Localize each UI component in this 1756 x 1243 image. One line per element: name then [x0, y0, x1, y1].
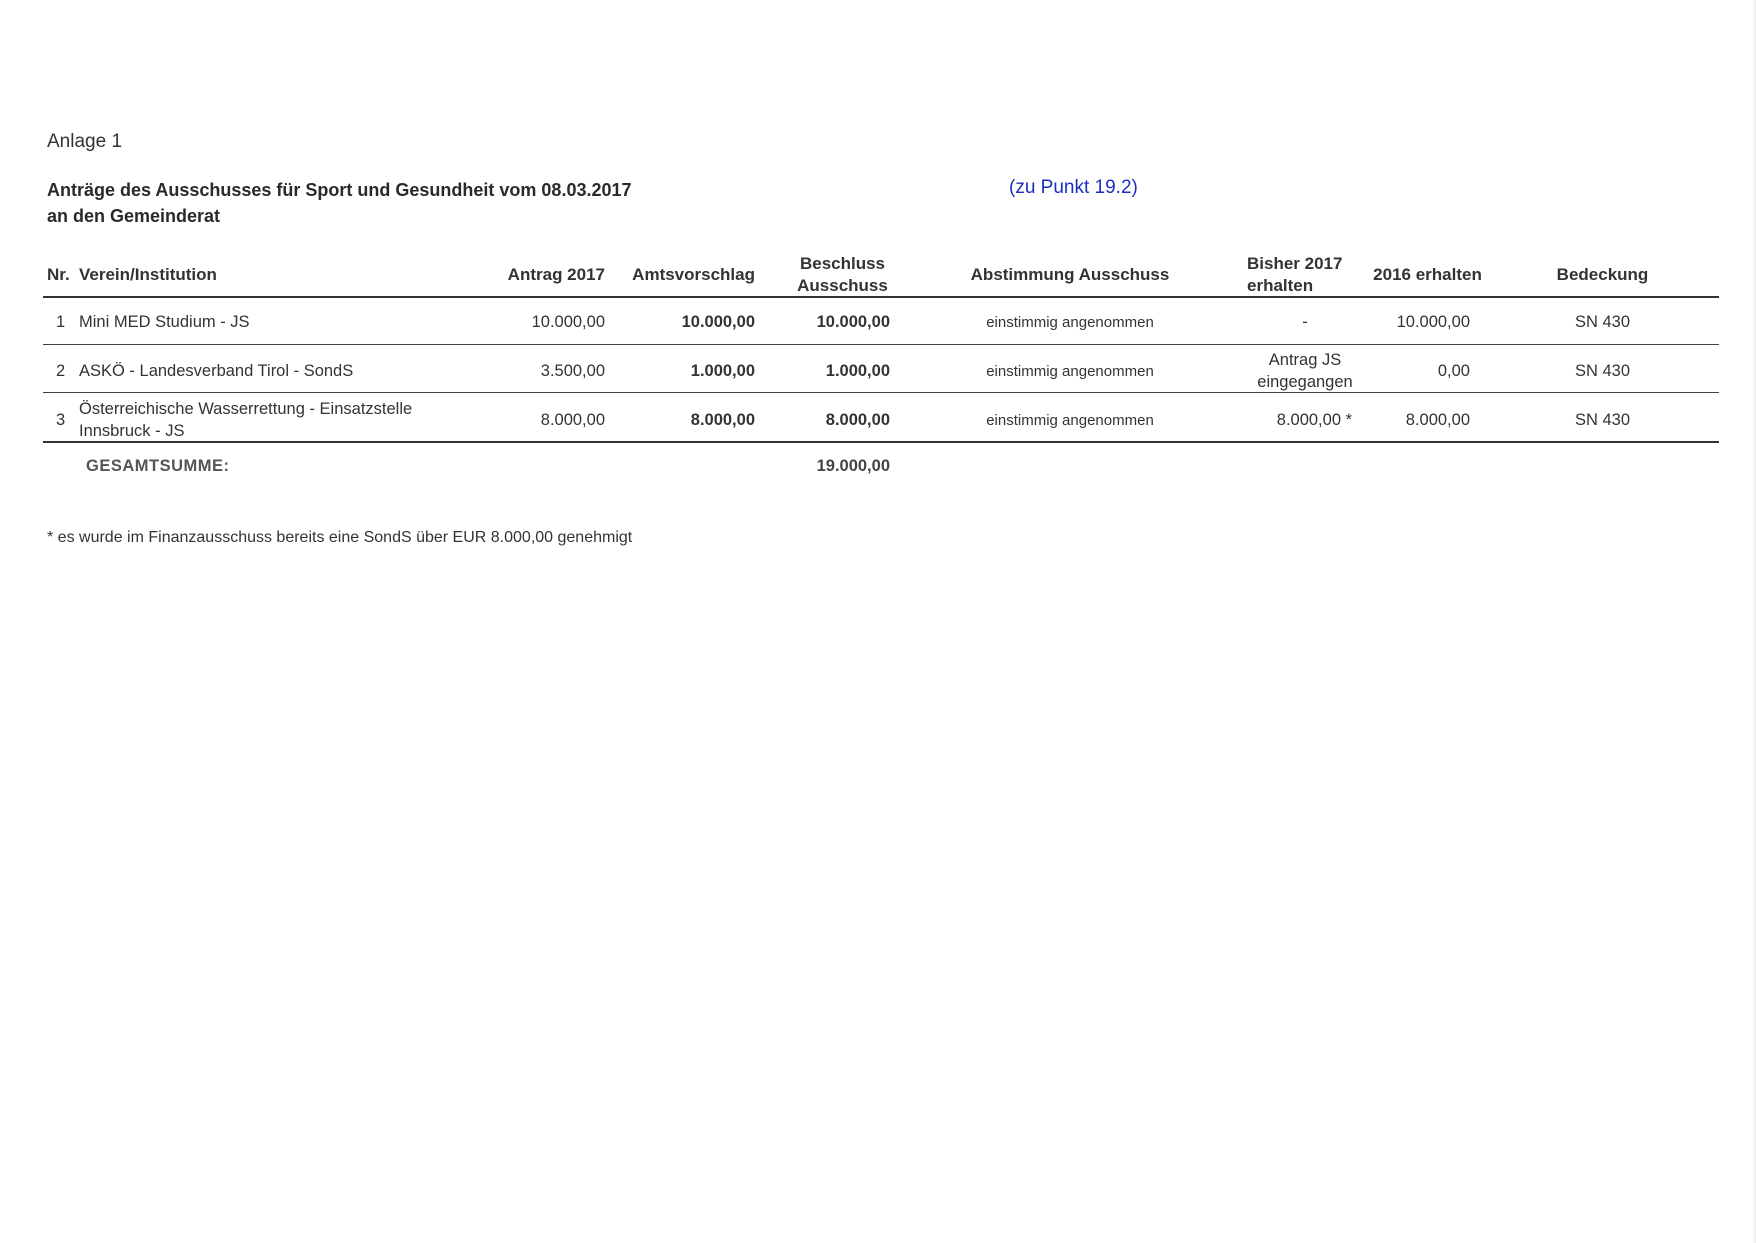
row-amtsvorschlag: 8.000,00 — [690, 411, 755, 429]
header-bisher — [1247, 253, 1342, 297]
row-abstimmung: einstimmig angenommen — [986, 412, 1154, 429]
row-beschluss: 10.000,00 — [816, 313, 890, 331]
row-antrag: 8.000,00 — [540, 411, 605, 429]
header-antrag: Antrag 2017 — [507, 265, 605, 284]
row-verein: ASKÖ - Landesverband Tirol - SondS — [79, 362, 354, 380]
attachment-label: Anlage 1 — [47, 131, 123, 152]
header-beschluss-line-2: Ausschuss — [797, 276, 888, 295]
row-2016-erhalten: 0,00 — [1437, 362, 1470, 380]
row-beschluss: 1.000,00 — [825, 362, 890, 380]
row-verein: Mini MED Studium - JS — [79, 313, 250, 331]
header-amtsvorschlag: Amtsvorschlag — [632, 265, 755, 284]
row-abstimmung: einstimmig angenommen — [986, 314, 1154, 331]
row-bedeckung: SN 430 — [1574, 411, 1631, 429]
row-antrag: 3.500,00 — [540, 362, 605, 380]
total-label: GESAMTSUMME: — [86, 457, 230, 475]
row-bedeckung: SN 430 — [1574, 362, 1631, 380]
row-nr: 3 — [56, 411, 66, 429]
header-bedeckung: Bedeckung — [1556, 265, 1649, 284]
row-bisher: 8.000,00 * — [1276, 411, 1352, 429]
row-verein-line-2: Innsbruck - JS — [79, 422, 185, 440]
row-nr: 2 — [56, 362, 66, 380]
header-bisher-line-2: erhalten — [1247, 276, 1314, 295]
row-bisher-line-1: Antrag JS — [1268, 351, 1342, 369]
row-divider — [43, 392, 1719, 393]
header-2016-erhalten: 2016 erhalten — [1373, 265, 1482, 284]
row-bisher-line-2: eingegangen — [1257, 373, 1353, 391]
row-verein — [79, 398, 412, 442]
document-title — [47, 177, 632, 229]
footnote: * es wurde im Finanzausschuss bereits eine SondS über EUR 8.000,00 genehmigt — [47, 529, 633, 546]
header-bisher-line-1: Bisher 2017 — [1247, 254, 1343, 273]
title-line-1: Anträge des Ausschusses für Sport und Gesundheit vom 08.03.2017 — [47, 180, 632, 200]
header-beschluss-line-1: Beschluss — [799, 254, 886, 273]
title-line-2: an den Gemeinderat — [47, 206, 221, 226]
row-nr: 1 — [56, 313, 66, 331]
row-beschluss: 8.000,00 — [825, 411, 890, 429]
row-bisher: - — [1302, 313, 1308, 331]
header-nr: Nr. — [47, 265, 70, 284]
row-amtsvorschlag: 1.000,00 — [690, 362, 755, 380]
row-antrag: 10.000,00 — [531, 313, 605, 331]
total-value: 19.000,00 — [816, 457, 890, 475]
row-verein-line-1: Österreichische Wasserrettung - Einsatzstelle — [79, 400, 413, 418]
agenda-reference: (zu Punkt 19.2) — [1009, 177, 1138, 198]
header-beschluss — [775, 253, 910, 297]
header-divider — [43, 296, 1719, 298]
row-divider — [43, 344, 1719, 345]
row-2016-erhalten: 8.000,00 — [1405, 411, 1470, 429]
row-bedeckung: SN 430 — [1574, 313, 1631, 331]
header-abstimmung: Abstimmung Ausschuss — [970, 265, 1170, 284]
row-amtsvorschlag: 10.000,00 — [681, 313, 755, 331]
table-bottom-rule — [43, 441, 1719, 443]
row-abstimmung: einstimmig angenommen — [986, 363, 1154, 380]
row-2016-erhalten: 10.000,00 — [1396, 313, 1470, 331]
scan-edge-shadow — [1752, 0, 1756, 1243]
header-verein: Verein/Institution — [79, 265, 217, 284]
